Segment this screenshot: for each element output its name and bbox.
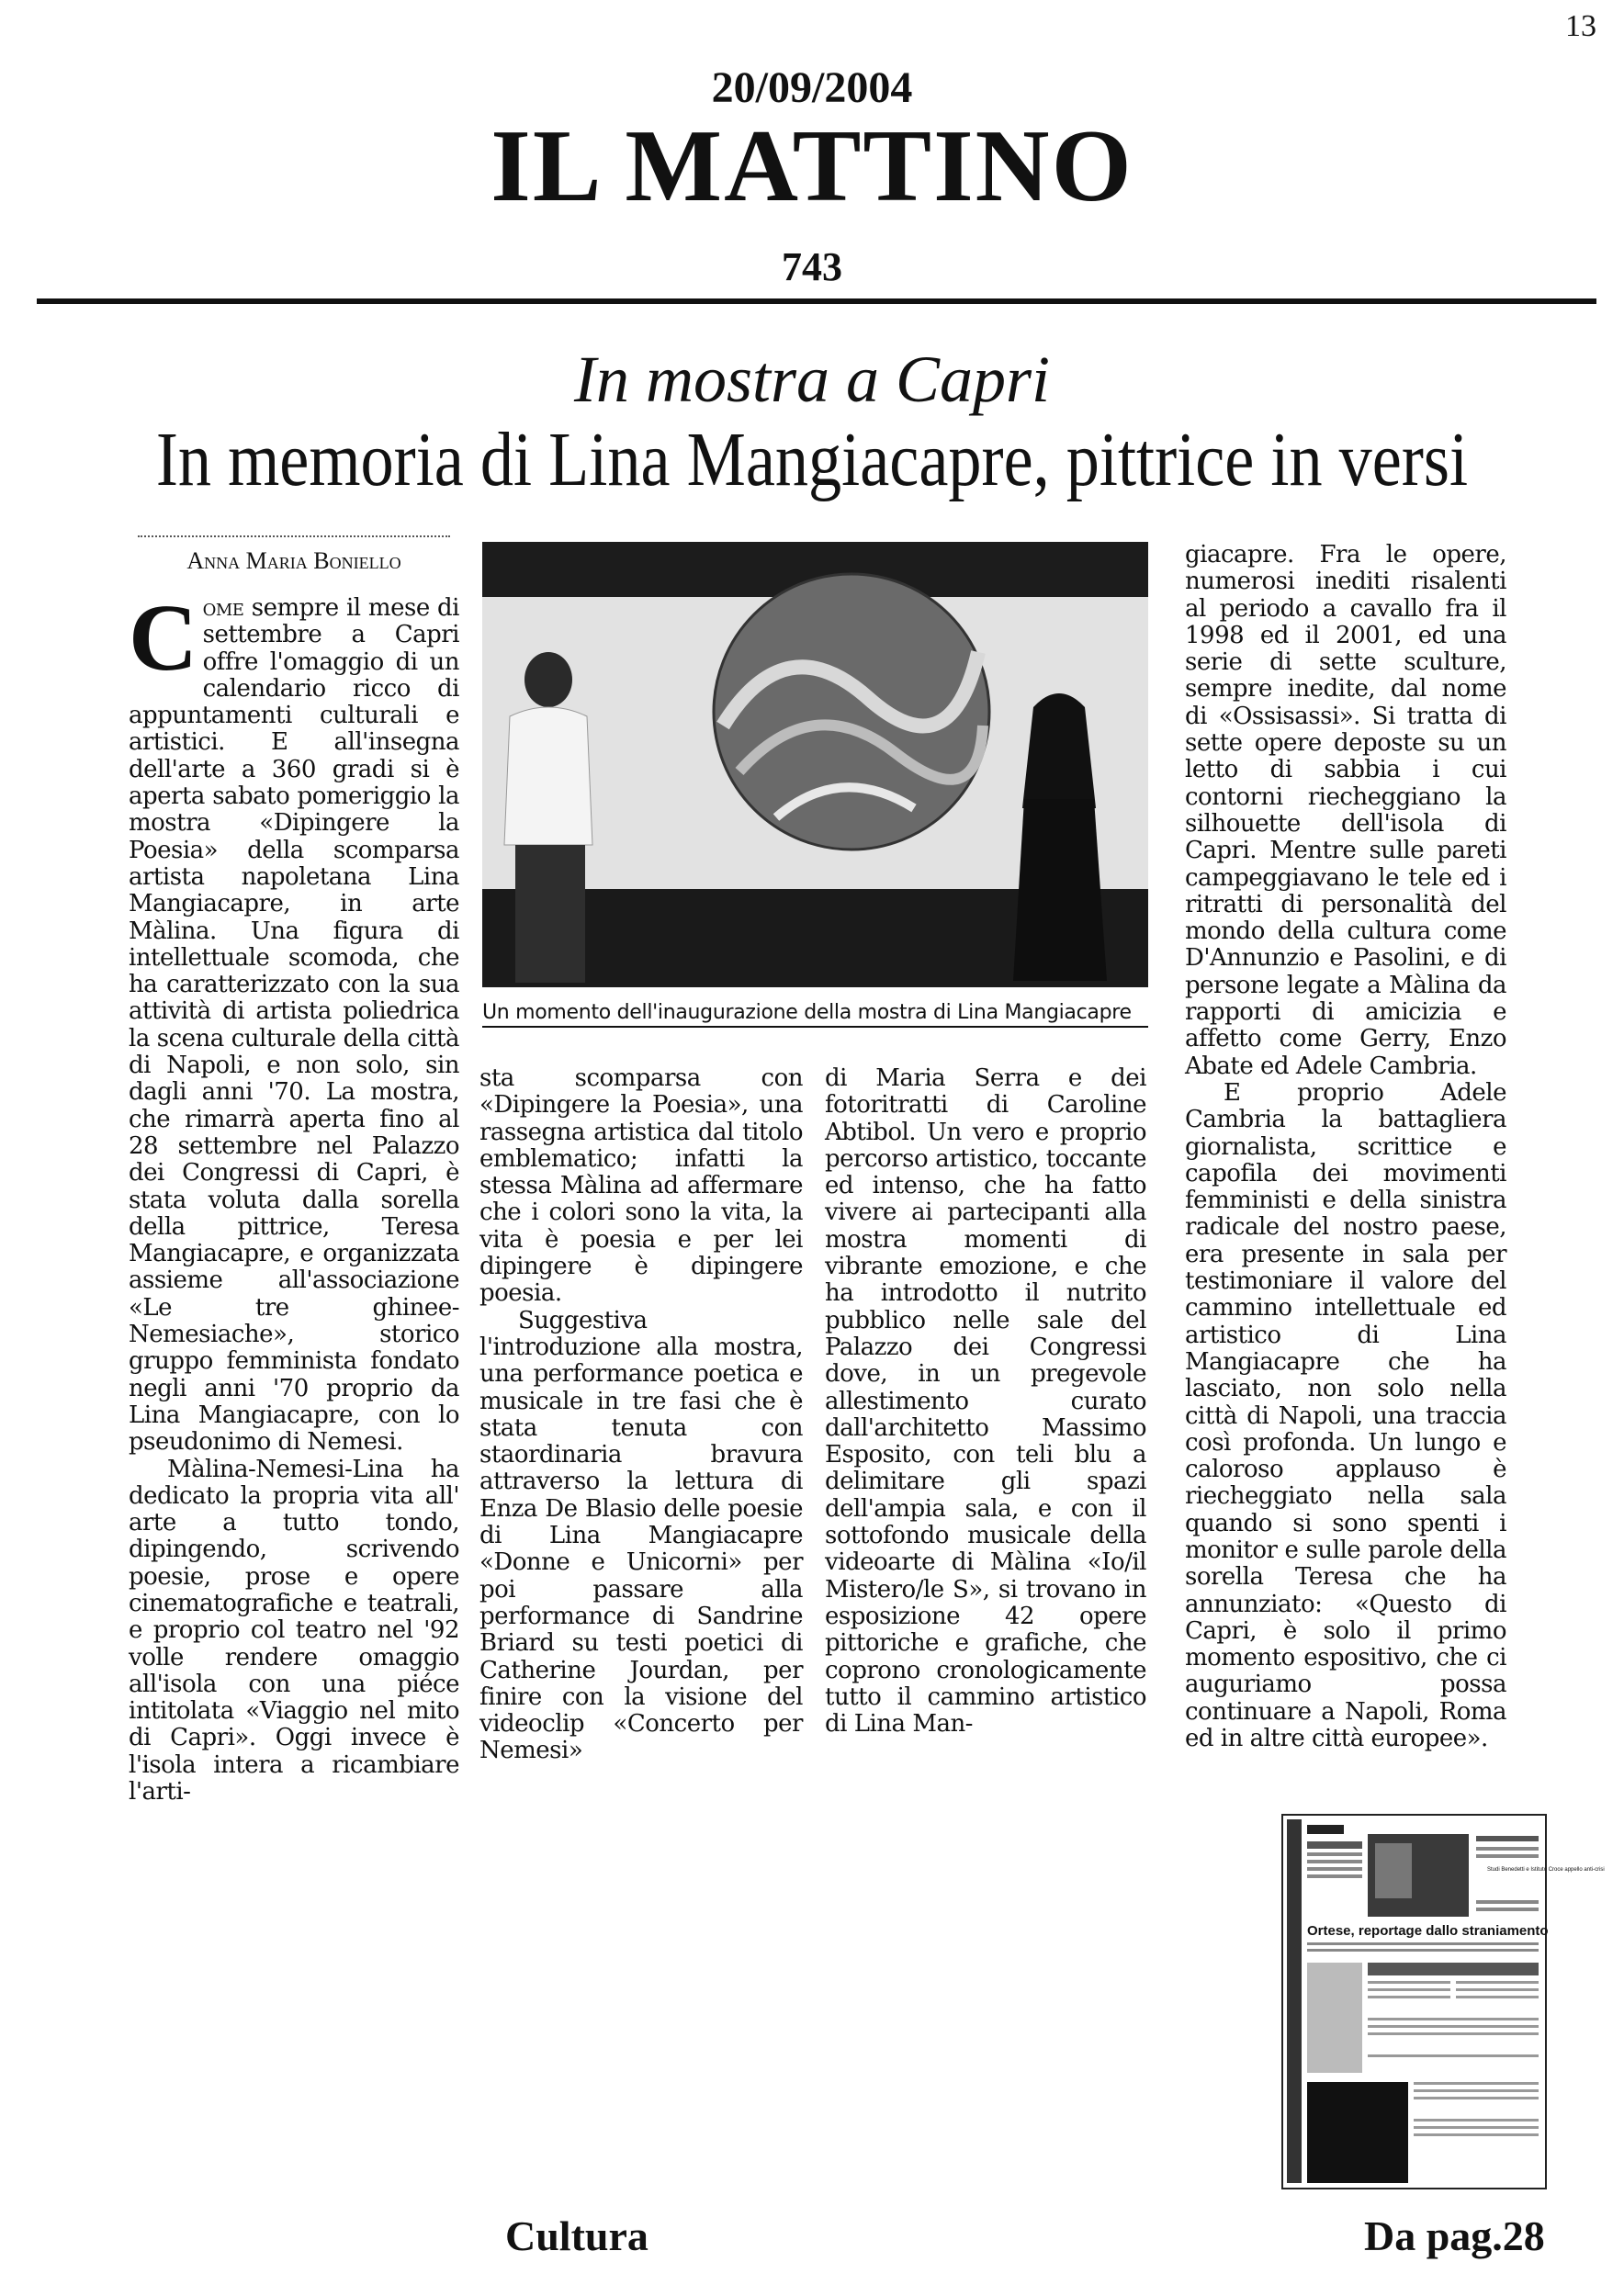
article-column-2 [479, 1065, 803, 1765]
thumbnail-page-preview [1283, 1816, 1605, 2188]
byline-divider [138, 535, 450, 537]
paragraph-text: sempre il mese di settembre a Capri offre l'omaggio di un calendario ricco di appuntamenti culturali e artistici. E all'insegna dell'arte a 360 gradi si è aperta sabato pomeriggio la mostra «Dipingere la Poesia» della scomparsa artista napoletana Lina Mangiacapre, in arte Màlina. Una figura di intellettuale scomoda, che ha caratterizzato con la sua attività di artista poliedrica la scena culturale della città di Napoli, e non solo, sin dagli anni '70. La mostra, che rimarrà aperta fino al 28 settembre nel Palazzo dei Congressi di Capri, è stata voluta dalla sorella della pittrice, Teresa Mangiacapre, e organizzata assieme all'associazione «Le tre ghinee-Nemesiache», storico gruppo femminista fondato negli anni '70 proprio da Lina Mangiacapre, con lo pseudonimo di Nemesi. [129, 594, 460, 1457]
page-thumbnail [1281, 1814, 1605, 2189]
article-photo [482, 542, 1148, 987]
article-column-4 [1185, 542, 1506, 1752]
paragraph: di Maria Serra e dei fotoritratti di Caroline Abtibol. Un vero e proprio percorso artistico, toccante ed intenso, che ha fatto vivere ai partecipanti alla mostra momenti di vibrante emozione, e che ha introdotto il nutrito pubblico nelle sale del Palazzo dei Congressi dove, in un pregevole allestimento curato dall'architetto Massimo Esposito, con teli blu a delimitare gli spazi dell'ampia sala, e con il sottofondo musicale della videoarte di Màlina «Io/il Mistero/le S», si trovano in esposizione 42 opere pittoriche e grafiche, che coprono cronologicamente tutto il cammino artistico di Lina Man- [825, 1064, 1146, 1739]
thumbnail-headline: Ortese, reportage dallo straniamento [1307, 1923, 1549, 1939]
article-column-1 [129, 585, 460, 1806]
drop-cap: C [129, 585, 197, 691]
thumbnail-side-headline: Studi Benedetti e Istituto Croce appello anti-crisi [1487, 1867, 1605, 1873]
paragraph: E proprio Adele Cambria la battagliera giornalista, scrittice e capofila dei movimenti femministi e della sinistra radicale del nostro paese, era presente in sala per testimoniare il valore del cammino intellettuale ed artistico di Lina Mangiacapre che ha lasciato, non solo nella città di Napoli, una traccia così profonda. Un lungo e caloroso applauso è riecheggiato nella sala quando si sono spenti i monitor e sulle parole della sorella Teresa che ha annunziato: «Questo di Capri, è solo il primo momento espositivo, che ci auguriamo possa continuare a Napoli, Roma ed in altre città europee». [1185, 1078, 1506, 1753]
issue-number: 743 [782, 244, 842, 289]
newspaper-masthead: IL MATTINO [491, 109, 1133, 223]
article-column-3 [825, 1065, 1146, 1738]
photo-caption: Un momento dell'inaugurazione della mostra di Lina Mangiacapre [482, 1001, 1148, 1028]
source-page-label: Da pag.28 [1364, 2212, 1545, 2259]
publication-date: 20/09/2004 [711, 63, 913, 112]
exhibition-photo-illustration [482, 542, 1148, 987]
paragraph [129, 585, 460, 1457]
header-rule [37, 298, 1596, 304]
paragraph: sta scomparsa con «Dipingere la Poesia», una rassegna artistica dal titolo emblematico; infatti la stessa Màlina ad affermare che i colori sono la vita, la vita è poesia e per lei dipingere è dipingere poesia. [479, 1064, 803, 1308]
paragraph: Màlina-Nemesi-Lina ha dedicato la propria vita all' arte a tutto tondo, dipingendo, scrivendo poesie, prose e opere cinematografiche e teatrali, e proprio col teatro nel '92 volle rendere omaggio all'isola con una piéce intitolata «Viaggio nel mito di Capri». Oggi invece è l'isola intera a ricambiare l'arti- [129, 1455, 459, 1806]
section-label: Cultura [505, 2212, 648, 2259]
article-byline: Anna Maria Boniello [186, 547, 401, 574]
article-kicker: In mostra a Capri [573, 343, 1051, 416]
paragraph: Suggestiva l'introduzione alla mostra, una performance poetica e musicale in tre fasi che è stata tenuta con staordinaria bravura attraverso la lettura di Enza De Blasio delle poesie di Lina Mangiacapre «Donne e Unicorni» per poi passare alla performance di Sandrine Briard su testi poetici di Catherine Jourdan, per finire con la visione del videoclip «Concerto per Nemesi» [479, 1306, 803, 1765]
page-number: 13 [1565, 9, 1596, 43]
drop-cap-continuation: ome [202, 594, 244, 622]
paragraph: giacapre. Fra le opere, numerosi inediti risalenti al periodo a cavallo fra il 1998 ed il 2001, ed una serie di sette sculture, sempre inedite, dal nome di «Ossisassi». Si tratta di sette opere deposte su un letto di sabbia i cui contorni riecheggiano la silhouette dell'isola di Capri. Mentre sulle pareti campeggiavano le tele ed i ritratti di personalità del mondo della cultura come D'Annunzio e Pasolini, e di persone legate a Màlina da rapporti di amicizia e affetto come Gerry, Enzo Abate ed Adele Cambria. [1185, 541, 1506, 1080]
article-headline: In memoria di Lina Mangiacapre, pittrice in versi [155, 417, 1469, 502]
